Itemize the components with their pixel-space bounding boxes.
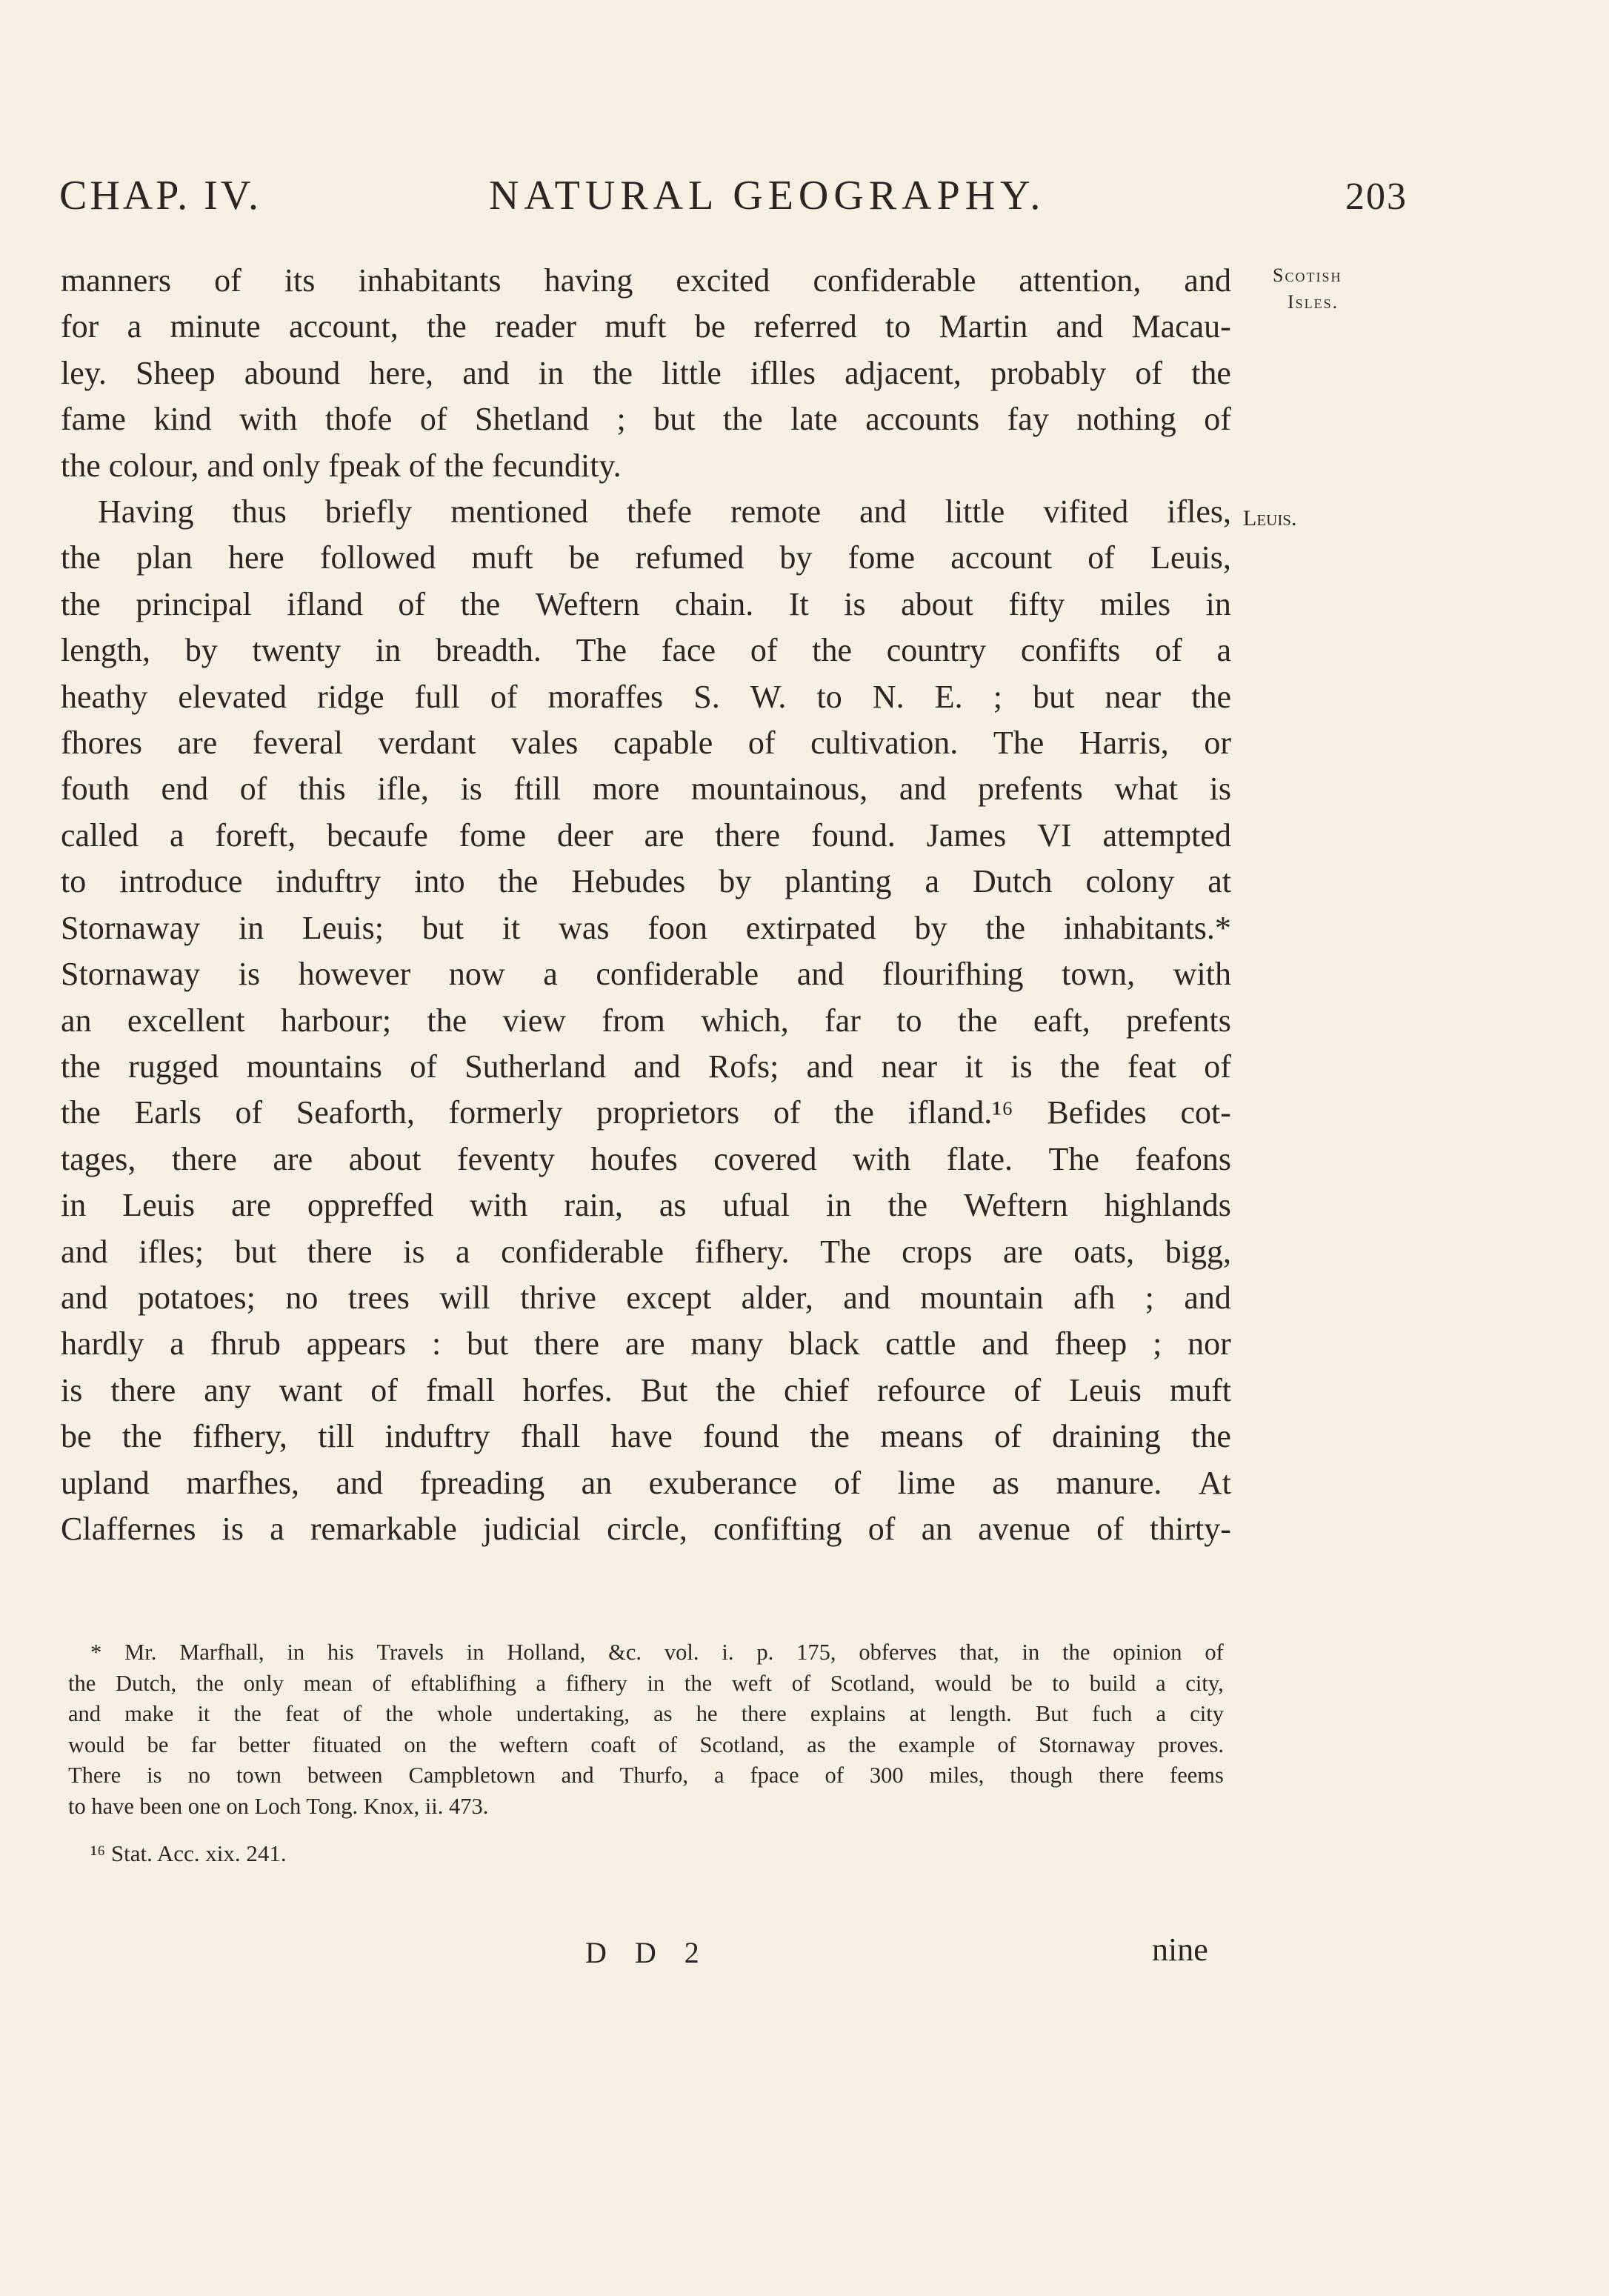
text-line: an excellent harbour; the view from which, far to the eaft, prefents	[61, 1002, 1231, 1039]
text-line: the colour, and only fpeak of the fecundity.	[61, 447, 622, 484]
text-line: called a foreft, becaufe fome deer are there found. James VI attempted	[61, 816, 1231, 853]
text-line: hardly a fhrub appears : but there are many black cattle and fheep ; nor	[61, 1325, 1231, 1362]
text-line: tages, there are about feventy houfes covered with flate. The feafons	[61, 1140, 1231, 1177]
footnote-line: * Mr. Marfhall, in his Travels in Holland, &c. vol. i. p. 175, obferves that, in the opinion of	[90, 1640, 1224, 1665]
text-line: the Earls of Seaforth, formerly proprietors of the ifland.¹⁶ Befides cot-	[61, 1094, 1231, 1131]
footnote-line: and make it the feat of the whole undertaking, as he there explains at length. But fuch a city	[68, 1701, 1224, 1726]
text-line: is there any want of fmall horfes. But the chief refource of Leuis muft	[61, 1371, 1231, 1408]
text-line: manners of its inhabitants having excited confiderable attention, and	[61, 262, 1231, 299]
footnote-line: to have been one on Loch Tong. Knox, ii. 473.	[68, 1793, 489, 1819]
text-line: to introduce induftry into the Hebudes by planting a Dutch colony at	[61, 863, 1231, 900]
text-line: Stornaway is however now a confiderable and flourifhing town, with	[61, 956, 1231, 993]
text-line: the rugged mountains of Sutherland and Rofs; and near it is the feat of	[61, 1048, 1231, 1085]
chapter-label: CHAP. IV.	[59, 173, 262, 219]
footnote-line: would be far better fituated on the weftern coaft of Scotland, as the example of Stornaway proves.	[68, 1731, 1224, 1757]
text-line: the principal ifland of the Weftern chain. It is about fifty miles in	[61, 585, 1231, 622]
text-line: fhores are feveral verdant vales capable of cultivation. The Harris, or	[61, 725, 1231, 762]
text-line: for a minute account, the reader muft be referred to Martin and Macau-	[61, 308, 1231, 345]
page-number: 203	[1345, 176, 1408, 218]
text-line: ley. Sheep abound here, and in the little iflles adjacent, probably of the	[61, 354, 1231, 391]
text-line: Claffernes is a remarkable judicial circle, confifting of an avenue of thirty-	[61, 1510, 1231, 1547]
text-line: fouth end of this ifle, is ftill more mountainous, and prefents what is	[61, 771, 1231, 808]
text-line: be the fifhery, till induftry fhall have found the means of draining the	[61, 1418, 1231, 1455]
text-line: the plan here followed muft be refumed by fome account of Leuis,	[61, 539, 1231, 576]
text-line: fame kind with thofe of Shetland ; but the late accounts fay nothing of	[61, 401, 1231, 438]
footnote-16: ¹⁶ Stat. Acc. xix. 241.	[90, 1840, 287, 1866]
catchword: nine	[1152, 1931, 1208, 1968]
margin-note-scottish-isles	[1273, 262, 1421, 316]
footnote-line: There is no town between Campbletown and Thurfo, a fpace of 300 miles, though there feems	[68, 1763, 1224, 1788]
text-line: Stornaway in Leuis; but it was foon extirpated by the inhabitants.*	[61, 909, 1231, 946]
text-line: and potatoes; no trees will thrive except alder, and mountain afh ; and	[61, 1279, 1231, 1316]
text-line: and ifles; but there is a confiderable fifhery. The crops are oats, bigg,	[61, 1233, 1231, 1270]
text-line: heathy elevated ridge full of moraffes S. W. to N. E. ; but near the	[61, 678, 1231, 715]
text-line: in Leuis are oppreffed with rain, as ufual in the Weftern highlands	[61, 1187, 1231, 1224]
text-line: length, by twenty in breadth. The face of the country confifts of a	[61, 632, 1231, 669]
margin-note-leuis: Leuis.	[1243, 506, 1297, 530]
running-head	[59, 172, 1408, 219]
footnote-line: the Dutch, the only mean of eftablifhing a fifhery in the weft of Scotland, would be to build a city,	[68, 1670, 1224, 1696]
chapter-title: NATURAL GEOGRAPHY.	[489, 173, 1046, 219]
margin-note-line: Isles.	[1287, 291, 1339, 313]
footnotes	[68, 1637, 1224, 1869]
margin-note-line: Scotish	[1273, 264, 1342, 286]
body-text	[61, 258, 1231, 1552]
text-line: Having thus briefly mentioned thefe remote and little vifited ifles,	[98, 493, 1231, 530]
text-line: upland marfhes, and fpreading an exuberance of lime as manure. At	[61, 1464, 1231, 1501]
signature-mark: D D 2	[585, 1936, 710, 1969]
